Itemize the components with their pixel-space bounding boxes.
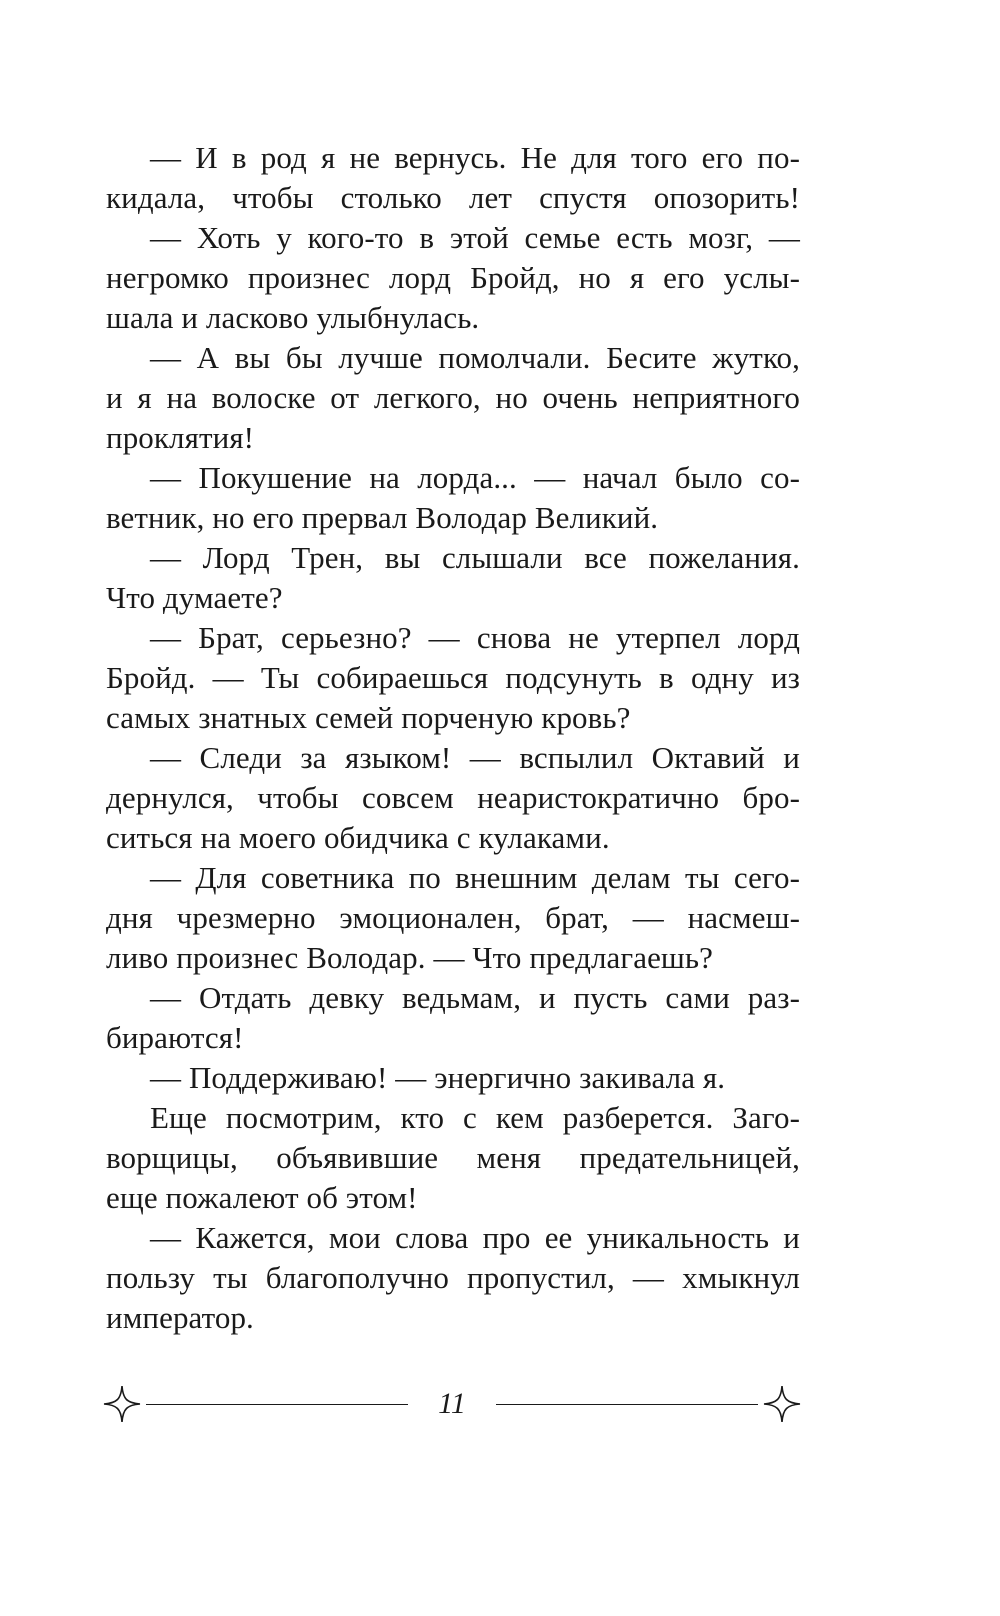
four-point-star-icon	[762, 1384, 802, 1424]
text-line: ливо произнес Володар. — Что предлагаешь?	[106, 940, 713, 975]
text-line: император.	[106, 1300, 254, 1335]
text-line: Еще посмотрим, кто с кем разберется. Заго-	[150, 1100, 800, 1135]
text-line: — Покушение на лорда... — начал было со-	[150, 460, 800, 495]
text-line: Что думаете?	[106, 580, 283, 615]
text-line: дернулся, чтобы совсем неаристократично бро-	[106, 780, 800, 815]
text-line: — Кажется, мои слова про ее уникальность и	[150, 1220, 800, 1255]
page-number: 11	[438, 1387, 466, 1420]
body-text	[106, 138, 800, 1338]
text-line: ветник, но его прервал Володар Великий.	[106, 500, 659, 535]
text-line: и я на волоске от легкого, но очень неприятного	[106, 380, 800, 415]
text-line: Бройд. — Ты собираешься подсунуть в одну из	[106, 660, 800, 695]
text-line: дня чрезмерно эмоционален, брат, — насмеш-	[106, 900, 800, 935]
text-line: — А вы бы лучше помолчали. Бесите жутко,	[150, 340, 800, 375]
text-line: — Брат, серьезно? — снова не утерпел лорд	[150, 620, 800, 655]
text-line: — Следи за языком! — вспылил Октавий и	[150, 740, 800, 775]
text-line: проклятия!	[106, 420, 255, 455]
text-line: — Лорд Трен, вы слышали все пожелания.	[150, 540, 800, 575]
text-line: — Хоть у кого-то в этой семье есть мозг, —	[150, 220, 800, 255]
text-line: негромко произнес лорд Бройд, но я его услы-	[106, 260, 800, 295]
text-line: — Отдать девку ведьмам, и пусть сами раз-	[150, 980, 800, 1015]
text-line: кидала, чтобы столько лет спустя опозорить!	[106, 180, 800, 215]
text-line: бираются!	[106, 1020, 244, 1055]
text-line: — Для советника по внешним делам ты сего-	[150, 860, 800, 895]
text-line: ситься на моего обидчика с кулаками.	[106, 820, 610, 855]
text-line: пользу ты благополучно пропустил, — хмыкнул	[106, 1260, 800, 1295]
four-point-star-icon	[102, 1384, 142, 1424]
text-line: шала и ласково улыбнулась.	[106, 300, 480, 335]
text-line: — Поддерживаю! — энергично закивала я.	[150, 1060, 726, 1095]
footer-rule-left	[146, 1404, 408, 1405]
text-line: еще пожалеют об этом!	[106, 1180, 418, 1215]
footer-rule-right	[496, 1404, 758, 1405]
text-line: ворщицы, объявившие меня предательницей,	[106, 1140, 800, 1175]
text-line: — И в род я не вернусь. Не для того его по-	[150, 140, 800, 175]
text-line: самых знатных семей порченую кровь?	[106, 700, 631, 735]
page-footer	[100, 1380, 804, 1430]
